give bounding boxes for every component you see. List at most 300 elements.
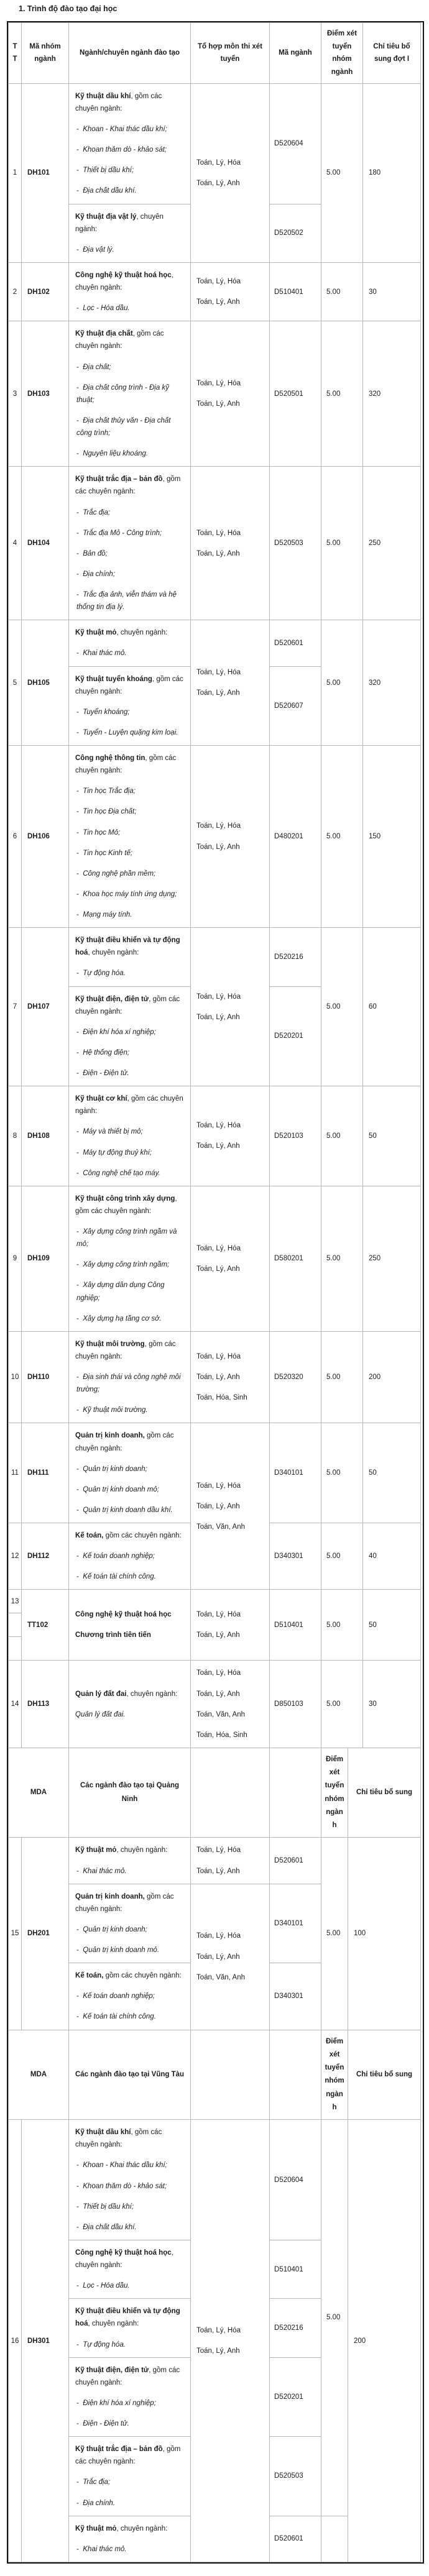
cell-major-code: D520503 xyxy=(270,2437,321,2516)
specialization-item: Bản đồ; xyxy=(83,549,108,557)
col-header-subject-combo: Tổ hợp môn thi xét tuyển xyxy=(191,23,270,84)
subject-combo: Toán, Lý, Anh xyxy=(196,1953,240,1961)
cell-major-code: D340101 xyxy=(270,1884,321,1963)
program-name-suffix: , chuyên ngành: xyxy=(75,271,173,291)
table-row xyxy=(9,467,421,620)
cell-program: Kỹ thuật mỏ, chuyên ngành: - Khai thác mỏ. xyxy=(69,2516,191,2562)
program-name-suffix: gồm các chuyên ngành: xyxy=(75,1892,174,1913)
cell-program: Kỹ thuật địa vật lý, chuyên ngành: - Địa vật lý. xyxy=(69,204,191,262)
cell-score: 5.00 xyxy=(321,2120,348,2516)
cell-subject-combos xyxy=(191,321,270,467)
cell-major-code: D510401 xyxy=(270,262,321,321)
subject-combo: Toán, Lý, Hóa xyxy=(196,2326,241,2334)
program-name: Kỹ thuật dầu khí xyxy=(75,92,131,100)
cell-subject-combos xyxy=(191,1884,270,2030)
specialization-item: Quản trị kinh doanh mỏ. xyxy=(83,1946,159,1955)
cell-program: Kỹ thuật điều khiển và tự động hoá, chuyên ngành: - Tự động hóa. xyxy=(69,2299,191,2357)
cell-subject-combos xyxy=(191,262,270,321)
specialization-item: Lọc - Hóa dầu. xyxy=(83,305,130,313)
subject-combo: Toán, Lý, Anh xyxy=(196,1265,240,1273)
specialization-item: Điện khí hóa xí nghiệp; xyxy=(83,2399,156,2407)
cell-score: 5.00 xyxy=(321,1661,363,1748)
program-name-suffix: , gồm các chuyên ngành: xyxy=(75,2129,162,2149)
subject-combo: Toán, Lý, Hóa xyxy=(196,1611,241,1619)
subject-combo: Toán, Lý, Anh xyxy=(196,1867,240,1875)
program-name: Kỹ thuật trắc địa – bản đồ xyxy=(75,475,163,484)
program-name: Quản lý đất đai xyxy=(75,1690,127,1698)
cell-row-number xyxy=(9,1590,22,1661)
cell-score: 5.00 xyxy=(321,1086,363,1186)
specialization-item: Địa chất; xyxy=(83,363,111,371)
specialization-item: Quản trị kinh doanh dầu khí. xyxy=(83,1506,173,1514)
cell-row-number: 16 xyxy=(9,2120,22,2562)
specialization-item: Mạng máy tính. xyxy=(83,911,132,919)
table-row xyxy=(9,1838,421,1884)
specialization-item: Quản trị kinh doanh; xyxy=(83,1465,147,1473)
specialization-item: Khai thác mỏ. xyxy=(83,1867,127,1875)
cell-blank xyxy=(270,2030,321,2120)
specialization-item: Xây dựng công trình ngầm và mỏ; xyxy=(76,1228,177,1249)
specialization-item: Điện - Điện tử. xyxy=(83,2420,129,2428)
cell-score: 5.00 xyxy=(321,83,363,262)
subject-combo: Toán, Lý, Hóa xyxy=(196,158,241,167)
cell-row-number: 6 xyxy=(9,746,22,928)
cell-major-code: D340301 xyxy=(270,1523,321,1590)
program-name: Kỹ thuật cơ khí xyxy=(75,1095,127,1103)
cell-group-code: DH108 xyxy=(22,1086,69,1186)
specialization-item: Tự động hóa. xyxy=(83,969,126,978)
cell-major-code: D580201 xyxy=(270,1186,321,1331)
cell-row-number: 11 xyxy=(9,1423,22,1523)
cell-program: Kỹ thuật trắc địa – bản đồ, gồm các chuyên ngành: - Trắc địa; - Trắc địa Mỏ - Công trình; - Bản đồ; - Địa chính; - Trắc địa ảnh, viễn thám và hệ thống tin địa lý. xyxy=(69,467,191,620)
program-name: Kỹ thuật mỏ xyxy=(75,629,117,637)
cell-row-number: 3 xyxy=(9,321,22,467)
program-name: Kỹ thuật dầu khí xyxy=(75,2129,131,2137)
program-name-suffix: , chuyên ngành: xyxy=(88,2320,139,2328)
table-row xyxy=(9,1748,421,1838)
cell-major-code: D520601 xyxy=(270,2516,321,2562)
specialization-item: Điện - Điện tử. xyxy=(83,1070,129,1077)
subject-combo: Toán, Lý, Hóa xyxy=(196,277,241,285)
subject-combo: Toán, Lý, Anh xyxy=(196,298,240,306)
cell-row-number: 5 xyxy=(9,620,22,746)
col-header-tt: TT xyxy=(9,23,22,84)
cell-quota: 30 xyxy=(363,1661,421,1748)
subject-combo: Toán, Lý, Anh xyxy=(196,2347,240,2355)
cell-program xyxy=(69,1661,191,1748)
cell-group-code: DH111 xyxy=(22,1423,69,1523)
specialization-item: Lọc - Hóa dầu. xyxy=(83,2282,130,2290)
cell-subject-combos xyxy=(191,1838,270,1884)
program-name: Kỹ thuật điện, điện tử xyxy=(75,2366,149,2374)
cell-subject-combos xyxy=(191,1590,270,1661)
cell-quota: 150 xyxy=(363,746,421,928)
cell-quota: 250 xyxy=(363,1186,421,1331)
table-row xyxy=(9,746,421,928)
program-name-suffix: , gồm các chuyên ngành: xyxy=(75,330,164,351)
cell-group-code: DH201 xyxy=(22,1838,69,2030)
cell-row-number: 15 xyxy=(9,1838,22,2030)
cell-group-code: DH112 xyxy=(22,1523,69,1590)
cell-major-code: D520604 xyxy=(270,2120,321,2240)
cell-score: 5.00 xyxy=(321,321,363,467)
specialization-item: Địa sinh thái và công nghệ môi trường; xyxy=(76,1373,181,1394)
specialization-item: Khoan thăm dò - khảo sát; xyxy=(83,2182,167,2190)
cell-score: 5.00 xyxy=(321,1838,348,2030)
branch-table-vung-tau xyxy=(8,2030,421,2562)
cell-program: Kỹ thuật mỏ, chuyên ngành: - Khai thác mỏ. xyxy=(69,620,191,666)
subject-combo: Toán, Lý, Hóa xyxy=(196,529,241,537)
cell-quota: 50 xyxy=(363,1423,421,1523)
cell-major-code: D520501 xyxy=(270,321,321,467)
cell-group-code: DH101 xyxy=(22,83,69,262)
specialization-item: Máy và thiết bị mỏ; xyxy=(83,1128,143,1136)
cell-blank xyxy=(191,2030,270,2120)
specialization-item: Xây dựng hạ tầng cơ sở. xyxy=(83,1314,162,1322)
program-name: Kỹ thuật môi trường xyxy=(75,1340,145,1348)
program-name: Kỹ thuật điều khiển và tự động hoá xyxy=(75,937,180,957)
cell-group-code: DH102 xyxy=(22,262,69,321)
subject-combo: Toán, Lý, Hóa xyxy=(196,992,241,1001)
branch-table-quang-ninh xyxy=(8,1748,421,2030)
specialization-item: Quản lý đất đai. xyxy=(75,1710,126,1718)
subject-combo: Toán, Lý, Anh xyxy=(196,1373,240,1381)
cell-subject-combos xyxy=(191,1661,270,1748)
col-header-group-code: Mã nhóm ngành xyxy=(22,23,69,84)
cell-major-code: D520604 xyxy=(270,83,321,204)
program-name-suffix: , gồm các chuyên ngành: xyxy=(75,92,162,112)
specialization-item: Tin học Kinh tế; xyxy=(83,849,133,857)
program-name: Kế toán, xyxy=(75,1972,104,1980)
subject-combo: Toán, Lý, Anh xyxy=(196,689,240,697)
program-name: Kỹ thuật địa vật lý xyxy=(75,213,137,221)
cell-row-number: 2 xyxy=(9,262,22,321)
cell-group-code: DH105 xyxy=(22,620,69,746)
specialization-item: Địa chính; xyxy=(83,570,116,578)
program-name-suffix: , chuyên ngành: xyxy=(116,1846,168,1854)
col-header-major-code: Mã ngành xyxy=(270,23,321,84)
specialization-item: Thiết bị dầu khí; xyxy=(83,2202,134,2211)
specialization-item: Kỹ thuật môi trường. xyxy=(83,1406,148,1414)
table-row xyxy=(9,1186,421,1331)
specialization-item: Quản trị kinh doanh; xyxy=(83,1925,147,1933)
cell-row-number: 12 xyxy=(9,1523,22,1590)
subject-combo: Toán, Lý, Anh xyxy=(196,400,240,408)
cell-group-code: DH104 xyxy=(22,467,69,620)
program-name: Quản trị kinh doanh, xyxy=(75,1432,145,1440)
cell-major-code: D520103 xyxy=(270,1086,321,1186)
table-row xyxy=(9,1086,421,1186)
cell-program: Kỹ thuật môi trường, gồm các chuyên ngành: - Địa sinh thái và công nghệ môi trường; - Kỹ thuật môi trường. xyxy=(69,1331,191,1423)
subject-combo: Toán, Lý, Hóa xyxy=(196,1669,241,1677)
cell-program: Kỹ thuật điện, điện tử, gồm các chuyên ngành: - Điện khí hóa xí nghiệp; - Điện - Điện tử. xyxy=(69,2357,191,2437)
program-name-suffix: , gồm các chuyên ngành: xyxy=(75,2366,180,2386)
cell-program: Kỹ thuật trắc địa – bản đồ, gồm các chuyên ngành: - Trắc địa; - Địa chính. xyxy=(69,2437,191,2516)
specialization-item: Kế toán tài chính công. xyxy=(83,1573,156,1581)
cell-major-code: D520216 xyxy=(270,2299,321,2357)
subject-combo: Toán, Lý, Anh xyxy=(196,179,240,187)
cell-blank xyxy=(270,1748,321,1838)
program-name-suffix: gồm các chuyên ngành: xyxy=(103,1972,182,1980)
cell-major-code: D520216 xyxy=(270,928,321,986)
specialization-item: Tin học Mỏ; xyxy=(83,828,121,837)
specialization-item: Địa chất thủy văn - Địa chất công trình; xyxy=(76,416,171,437)
col-header-quota: Chỉ tiêu bổ sung đợt I xyxy=(363,23,421,84)
cell-group-code: DH106 xyxy=(22,746,69,928)
table-row xyxy=(9,262,421,321)
cell-quota: 180 xyxy=(363,83,421,262)
table-row xyxy=(9,2120,421,2240)
program-name-suffix: , gồm các chuyên ngành: xyxy=(75,995,180,1015)
cell-quota: 30 xyxy=(363,262,421,321)
page-title: 1. Trình độ đào tạo đại học xyxy=(19,4,118,13)
cell-score: 5.00 xyxy=(321,1186,363,1331)
program-name: Công nghệ thông tin xyxy=(75,754,145,762)
cell-score: 5.00 xyxy=(321,1590,363,1661)
specialization-item: Tin học Trắc địa; xyxy=(83,787,136,795)
program-name-suffix: , chuyên ngành: xyxy=(116,629,168,637)
cell-program: Kỹ thuật tuyển khoáng, gồm các chuyên ngành: - Tuyển khoáng; - Tuyển - Luyện quặng kim loại. xyxy=(69,666,191,746)
subject-combo: Toán, Lý, Hóa xyxy=(196,1482,241,1490)
cell-branch-colheader: Chỉ tiêu bổ sung xyxy=(348,2030,421,2120)
cell-program xyxy=(69,1590,191,1661)
cell-score: 5.00 xyxy=(321,1331,363,1423)
table-row xyxy=(9,1590,421,1661)
cell-row-number: 10 xyxy=(9,1331,22,1423)
cell-row-number: 7 xyxy=(9,928,22,1086)
program-name: Kế toán, xyxy=(75,1532,104,1539)
specialization-item: Địa vật lý. xyxy=(83,245,114,254)
subject-combo: Toán, Lý, Hóa xyxy=(196,380,241,388)
program-name-suffix: , gồm các chuyên ngành: xyxy=(75,754,177,775)
cell-score: 5.00 xyxy=(321,262,363,321)
program-name: Kỹ thuật điện, điện tử xyxy=(75,995,149,1003)
program-name-suffix: gồm các chuyên ngành: xyxy=(103,1532,182,1539)
program-name-suffix: , gồm các chuyên ngành: xyxy=(75,1194,177,1215)
table-row xyxy=(9,1661,421,1748)
cell-subject-combos xyxy=(191,1423,270,1590)
table-row xyxy=(9,321,421,467)
cell-score: 5.00 xyxy=(321,746,363,928)
cell-row-number: 9 xyxy=(9,1186,22,1331)
cell-program: Kỹ thuật điện, điện tử, gồm các chuyên ngành: - Điện khí hóa xí nghiệp; - Hệ thống điện; - Điện - Điện tử. xyxy=(69,986,191,1086)
cell-quota: 50 xyxy=(363,1590,421,1661)
cell-group-code: TT102 xyxy=(22,1590,69,1661)
cell-program: Kỹ thuật điều khiển và tự động hoá, chuyên ngành: - Tự động hóa. xyxy=(69,928,191,986)
cell-quota: 60 xyxy=(363,928,421,1086)
specialization-item: Khoa học máy tính ứng dụng; xyxy=(83,890,177,898)
specialization-item: Địa chất dầu khí. xyxy=(83,2223,137,2231)
split-row-number: 13 xyxy=(9,1590,21,1660)
cell-score: 5.00 xyxy=(321,1523,363,1590)
table-row xyxy=(9,928,421,986)
program-name-suffix: , chuyên ngành: xyxy=(126,1690,178,1698)
subject-combo: Toán, Hóa, Sinh xyxy=(196,1394,247,1402)
cell-program: Kỹ thuật dầu khí, gồm các chuyên ngành: - Khoan - Khai thác dầu khí; - Khoan thăm dò - khảo sát; - Thiết bị dầu khí; - Địa chất dầu khí. xyxy=(69,2120,191,2240)
cell-quota: 100 xyxy=(348,1838,421,2030)
cell-major-code: D520201 xyxy=(270,986,321,1086)
admissions-table-container xyxy=(7,21,424,2564)
specialization-item: Tuyển khoáng; xyxy=(83,708,130,716)
specialization-item: Khoan - Khai thác dầu khí; xyxy=(83,2161,167,2170)
program-name-suffix: , chuyên ngành: xyxy=(88,949,139,957)
col-header-major: Ngành/chuyên ngành đào tạo xyxy=(69,23,191,84)
cell-quota: 50 xyxy=(363,1086,421,1186)
cell-subject-combos xyxy=(191,2120,270,2562)
program-name-suffix: , gồm các chuyên ngành: xyxy=(75,1095,183,1116)
cell-group-code: DH110 xyxy=(22,1331,69,1423)
specialization-item: Nguyên liệu khoáng. xyxy=(83,450,149,458)
subject-combo: Toán, Lý, Hóa xyxy=(196,822,241,830)
subject-combo: Toán, Văn, Anh xyxy=(196,1973,246,1981)
cell-branch-label: Các ngành đào tạo tại Quảng Ninh xyxy=(69,1748,191,1838)
cell-subject-combos xyxy=(191,620,270,746)
subject-combo: Toán, Lý, Anh xyxy=(196,1690,240,1698)
cell-score: 5.00 xyxy=(321,1423,363,1523)
cell-major-code: D520320 xyxy=(270,1331,321,1423)
cell-quota: 200 xyxy=(348,2120,421,2562)
subject-combo: Toán, Lý, Anh xyxy=(196,1631,240,1639)
cell-major-code: D850103 xyxy=(270,1661,321,1748)
cell-row-number: 4 xyxy=(9,467,22,620)
specialization-item: Xây dựng dân dụng Công nghiệp; xyxy=(76,1281,165,1302)
program-name: Quản trị kinh doanh, xyxy=(75,1892,145,1900)
cell-program: Công nghệ kỹ thuật hoá học, chuyên ngành: - Lọc - Hóa dầu. xyxy=(69,2240,191,2298)
specialization-item: Máy tự động thuỷ khí; xyxy=(83,1148,152,1157)
table-row xyxy=(9,1423,421,1523)
cell-subject-combos xyxy=(191,928,270,1086)
cell-program: Kỹ thuật mỏ, chuyên ngành: - Khai thác mỏ. xyxy=(69,1838,191,1884)
cell-blank xyxy=(191,1748,270,1838)
subject-combo: Toán, Lý, Anh xyxy=(196,1502,240,1510)
cell-major-code: D340301 xyxy=(270,1963,321,2030)
specialization-item: Thiết bị dầu khí; xyxy=(83,167,134,175)
specialization-item: Khoan - Khai thác dầu khí; xyxy=(83,126,167,133)
program-name-suffix: , chuyên ngành: xyxy=(116,2524,168,2532)
specialization-item: Kế toán tài chính công. xyxy=(83,2013,156,2021)
cell-program: Quản trị kinh doanh, gồm các chuyên ngành: - Quản trị kinh doanh; - Quản trị kinh doanh mỏ. xyxy=(69,1884,191,1963)
specialization-item: Địa chất dầu khí. xyxy=(83,187,137,195)
cell-subject-combos xyxy=(191,1331,270,1423)
cell-subject-combos xyxy=(191,1086,270,1186)
cell-major-code: D340101 xyxy=(270,1423,321,1523)
program-name: Kỹ thuật trắc địa – bản đồ xyxy=(75,2445,163,2454)
subject-combo: Toán, Văn, Anh xyxy=(196,1523,246,1531)
cell-score: 5.00 xyxy=(321,467,363,620)
subject-combo: Toán, Lý, Hóa xyxy=(196,1122,241,1130)
admissions-table-main xyxy=(8,22,421,1748)
program-name: Kỹ thuật điều khiển và tự động hoá xyxy=(75,2308,180,2328)
subject-combo: Toán, Lý, Hóa xyxy=(196,1846,241,1854)
cell-program: Kế toán, gồm các chuyên ngành: - Kế toán doanh nghiệp; - Kế toán tài chính công. xyxy=(69,1523,191,1590)
cell-score: 5.00 xyxy=(321,928,363,1086)
cell-row-number: 14 xyxy=(9,1661,22,1748)
cell-major-code: D520503 xyxy=(270,467,321,620)
cell-major-code: D520601 xyxy=(270,1838,321,1884)
cell-quota: 200 xyxy=(363,1331,421,1423)
cell-major-code: D510401 xyxy=(270,2240,321,2298)
cell-group-code: DH113 xyxy=(22,1661,69,1748)
cell-subject-combos xyxy=(191,746,270,928)
cell-program: Kỹ thuật địa chất, gồm các chuyên ngành: - Địa chất; - Địa chất công trình - Địa kỹ thuật; - Địa chất thủy văn - Địa chất công trình; - Nguyên liệu khoáng. xyxy=(69,321,191,467)
cell-score xyxy=(321,2516,348,2562)
program-name-suffix: gồm các chuyên ngành: xyxy=(75,1432,174,1452)
program-name: Công nghệ kỹ thuật hoá học xyxy=(75,1611,172,1619)
cell-quota: 320 xyxy=(363,620,421,746)
col-header-score: Điểm xét tuyển nhóm ngành xyxy=(321,23,363,84)
cell-subject-combos xyxy=(191,83,270,262)
cell-branch-code: MDA xyxy=(9,2030,69,2120)
specialization-item: Quản trị kinh doanh mỏ; xyxy=(83,1485,159,1493)
table-header-row xyxy=(9,23,421,84)
cell-group-code: DH109 xyxy=(22,1186,69,1331)
cell-branch-label: Các ngành đào tạo tại Vũng Tàu xyxy=(69,2030,191,2120)
cell-group-code: DH107 xyxy=(22,928,69,1086)
specialization-item: Địa chất công trình - Địa kỹ thuật; xyxy=(76,383,169,404)
specialization-item: Điện khí hóa xí nghiệp; xyxy=(83,1028,156,1036)
subject-combo: Toán, Lý, Hóa xyxy=(196,1932,241,1940)
specialization-item: Trắc địa; xyxy=(83,2478,111,2487)
table-row xyxy=(9,83,421,204)
cell-program: Kế toán, gồm các chuyên ngành: - Kế toán doanh nghiệp; - Kế toán tài chính công. xyxy=(69,1963,191,2030)
cell-program: Kỹ thuật cơ khí, gồm các chuyên ngành: - Máy và thiết bị mỏ; - Máy tự động thuỷ khí; - Công nghệ chế tạo máy. xyxy=(69,1086,191,1186)
cell-row-number: 8 xyxy=(9,1086,22,1186)
specialization-item: Xây dựng công trình ngầm; xyxy=(83,1261,170,1269)
cell-quota: 250 xyxy=(363,467,421,620)
cell-program: Kỹ thuật công trình xây dựng, gồm các chuyên ngành: - Xây dựng công trình ngầm và mỏ; - Xây dựng công trình ngầm; - Xây dựng dân dụng Công nghiệp; - Xây dựng hạ tầng cơ sở. xyxy=(69,1186,191,1331)
subject-combo: Toán, Lý, Hóa xyxy=(196,1244,241,1252)
cell-major-code: D520502 xyxy=(270,204,321,262)
table-row xyxy=(9,2030,421,2120)
specialization-item: Trắc địa; xyxy=(83,508,111,516)
specialization-item: Hệ thống điện; xyxy=(83,1048,130,1057)
program-name: Chương trình tiên tiến xyxy=(75,1631,151,1639)
program-name: Kỹ thuật mỏ xyxy=(75,1846,117,1854)
program-name: Công nghệ kỹ thuật hoá học xyxy=(75,2248,172,2257)
cell-program: Kỹ thuật dầu khí, gồm các chuyên ngành: - Khoan - Khai thác dầu khí; - Khoan thăm dò - khảo sát; - Thiết bị dầu khí; - Địa chất dầu khí. xyxy=(69,83,191,204)
subject-combo: Toán, Lý, Anh xyxy=(196,1142,240,1150)
specialization-item: Khai thác mỏ. xyxy=(83,649,127,658)
specialization-item: Khai thác mỏ. xyxy=(83,2545,127,2553)
program-name: Công nghệ kỹ thuật hoá học xyxy=(75,271,172,279)
subject-combo: Toán, Lý, Anh xyxy=(196,1013,240,1021)
cell-program: Công nghệ kỹ thuật hoá học, chuyên ngành: - Lọc - Hóa dầu. xyxy=(69,262,191,321)
cell-major-code: D520201 xyxy=(270,2357,321,2437)
specialization-item: Kế toán doanh nghiệp; xyxy=(83,1552,155,1561)
subject-combo: Toán, Lý, Hóa xyxy=(196,669,241,676)
program-name-suffix: , gồm các chuyên ngành: xyxy=(75,1340,176,1360)
specialization-item: Kế toán doanh nghiệp; xyxy=(83,1992,155,2001)
table-row xyxy=(9,1331,421,1423)
subject-combo: Toán, Lý, Anh xyxy=(196,549,240,557)
cell-group-code: DH301 xyxy=(22,2120,69,2562)
specialization-item: Tự động hóa. xyxy=(83,2340,126,2349)
cell-subject-combos xyxy=(191,467,270,620)
specialization-item: Công nghệ chế tạo máy. xyxy=(83,1169,160,1177)
program-name: Kỹ thuật mỏ xyxy=(75,2524,117,2532)
cell-major-code: D520607 xyxy=(270,666,321,746)
program-name-suffix: , chuyên ngành: xyxy=(75,213,164,233)
program-name: Kỹ thuật tuyển khoáng xyxy=(75,675,152,683)
specialization-item: Địa chính. xyxy=(83,2499,116,2507)
cell-score: 5.00 xyxy=(321,620,363,746)
cell-group-code: DH103 xyxy=(22,321,69,467)
specialization-item: Trắc địa Mỏ - Công trình; xyxy=(83,529,162,537)
cell-major-code: D520601 xyxy=(270,620,321,666)
cell-branch-colheader: Điểm xét tuyển nhóm ngành xyxy=(321,2030,348,2120)
cell-branch-code: MDA xyxy=(9,1748,69,1838)
program-name: Kỹ thuật địa chất xyxy=(75,330,133,338)
